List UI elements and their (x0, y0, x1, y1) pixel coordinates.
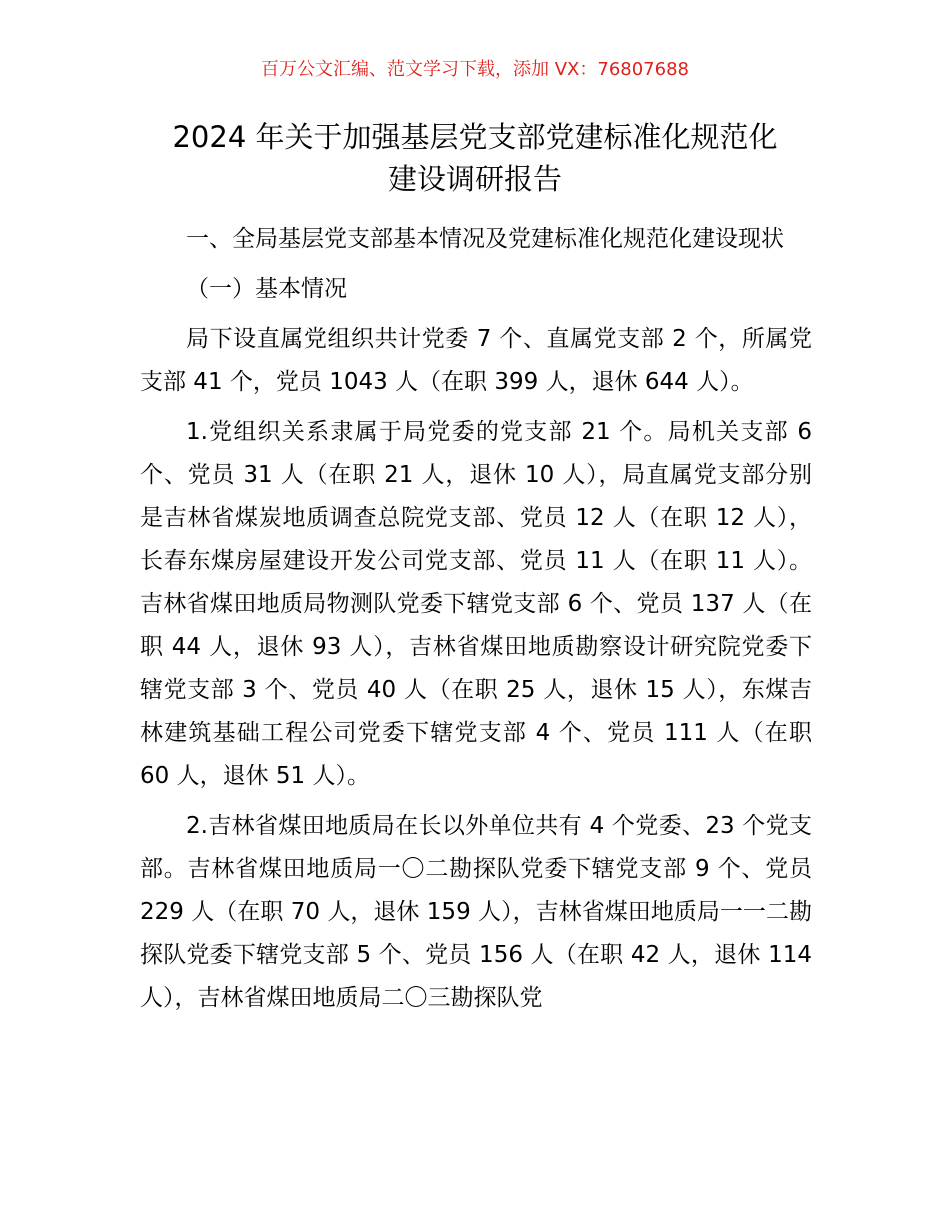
paragraph-1: 局下设直属党组织共计党委 7 个、直属党支部 2 个，所属党支部 41 个，党员 1043 人（在职 399 人，退休 644 人）。 (140, 326, 812, 395)
document-body (140, 218, 812, 1020)
promo-header-text: 百万公文汇编、范文学习下载，添加 VX：76807688 (261, 59, 689, 80)
promo-header (0, 57, 950, 83)
section-heading-2: （一）基本情况 (186, 276, 347, 302)
section-heading-1: 一、全局基层党支部基本情况及党建标准化规范化建设现状 (186, 226, 784, 252)
title-line-1: 2024 年关于加强基层党支部党建标准化规范化 (172, 120, 778, 154)
paragraph-3: 2.吉林省煤田地质局在长以外单位共有 4 个党委、23 个党支部。吉林省煤田地质局一〇二勘探队党委下辖党支部 9 个、党员 229 人（在职 70 人，退休 159 人），吉林省煤田地质局一一二勘探队党委下辖党支部 5 个、党员 156 人（在职 42 人，退休 114 人），吉林省煤田地质局二〇三勘探队党 (140, 813, 812, 1011)
document-title (120, 116, 830, 200)
title-line-2: 建设调研报告 (387, 162, 562, 196)
paragraph-2: 1.党组织关系隶属于局党委的党支部 21 个。局机关支部 6 个、党员 31 人（在职 21 人，退休 10 人），局直属党支部分别是吉林省煤炭地质调查总院党支部、党员 12 人（在职 12 人），长春东煤房屋建设开发公司党支部、党员 11 人（在职 11 人）。吉林省煤田地质局物测队党委下辖党支部 6 个、党员 137 人（在职 44 人，退休 93 人），吉林省煤田地质勘察设计研究院党委下辖党支部 3 个、党员 40 人（在职 25 人，退休 15 人），东煤吉林建筑基础工程公司党委下辖党支部 4 个、党员 111 人（在职 60 人，退休 51 人）。 (140, 419, 812, 789)
